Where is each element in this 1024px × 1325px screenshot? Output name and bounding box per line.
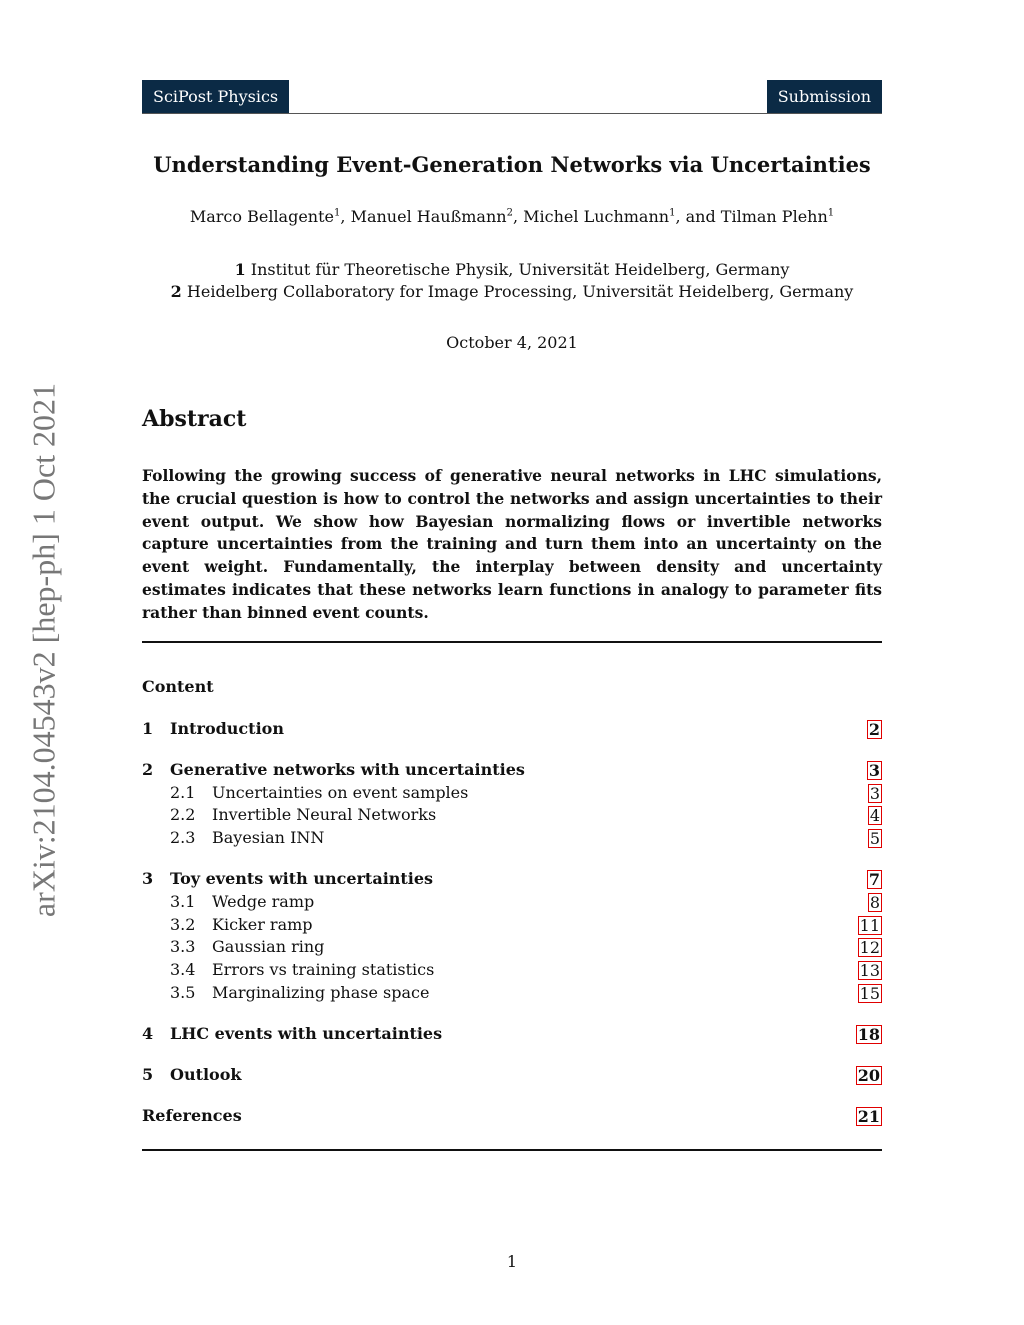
toc-entry[interactable] [142, 1105, 882, 1127]
toc-page-link[interactable]: 12 [859, 938, 880, 958]
toc-entry-number: 3.5 [170, 982, 196, 1002]
toc-page-link[interactable]: 13 [859, 960, 880, 980]
toc-entry[interactable] [142, 718, 882, 740]
toc-entry-title[interactable]: Invertible Neural Networks [212, 805, 437, 825]
toc-page-link[interactable]: 3 [869, 783, 880, 803]
author [721, 207, 834, 226]
toc-entry-title[interactable]: Introduction [170, 719, 284, 738]
toc-entry-title[interactable]: Toy events with uncertainties [170, 869, 434, 889]
toc-entry[interactable] [142, 936, 882, 958]
author-affiliation-mark: 2 [506, 207, 513, 219]
author-separator: , [340, 207, 351, 226]
author [351, 207, 513, 226]
toc-entry[interactable] [142, 891, 882, 913]
section-rule-top [142, 641, 882, 643]
toc-entry-title[interactable]: Wedge ramp [212, 891, 315, 911]
toc-entry-number: 2.2 [170, 805, 196, 825]
author-name: Marco Bellagente [189, 207, 335, 226]
author [190, 207, 341, 226]
toc-entry-title[interactable]: References [142, 1105, 242, 1125]
toc-entry-number: 2.3 [170, 828, 196, 848]
toc-entry-number: 1 [142, 719, 154, 738]
toc-page-link[interactable]: 18 [857, 1024, 880, 1044]
author-name: Tilman Plehn [720, 207, 828, 226]
affiliation-list [142, 259, 882, 303]
toc-entry-number: 2.1 [170, 782, 196, 802]
toc-entry[interactable] [142, 804, 882, 826]
author-separator: , and [675, 207, 721, 226]
toc-entry[interactable] [142, 759, 882, 781]
toc-page-link[interactable]: 21 [857, 1106, 880, 1126]
affiliation [142, 259, 882, 281]
toc-entry[interactable] [142, 959, 882, 981]
toc-entry-title[interactable]: Outlook [170, 1064, 242, 1084]
author-separator: , [512, 207, 524, 226]
toc-entry-number: 3.4 [170, 959, 196, 979]
journal-tag: SciPost Physics [142, 80, 289, 113]
toc-page-link[interactable]: 2 [868, 720, 880, 739]
journal-header [142, 80, 882, 114]
author-name: Manuel Haußmann [350, 207, 507, 226]
toc-entry[interactable] [142, 782, 882, 804]
toc-page-link[interactable]: 3 [868, 761, 880, 780]
affiliation [142, 281, 882, 303]
header-divider [142, 113, 882, 114]
toc-entry-title[interactable]: LHC events with uncertainties [170, 1023, 443, 1043]
affiliation-number: 2 [170, 282, 182, 301]
toc-entry-title[interactable]: Errors vs training statistics [212, 959, 435, 979]
toc-entry-title[interactable]: Gaussian ring [212, 937, 325, 957]
affiliation-number: 1 [234, 260, 246, 279]
toc-entry-title[interactable]: Marginalizing phase space [212, 982, 430, 1002]
toc-entry[interactable] [142, 868, 882, 890]
toc-entry[interactable] [142, 1064, 882, 1086]
toc-page-link[interactable]: 7 [868, 870, 880, 890]
author-list [142, 207, 882, 226]
toc-entry[interactable] [142, 1023, 882, 1045]
author-name: Michel Luchmann [523, 207, 670, 226]
toc-entry-number: 3.1 [170, 891, 196, 911]
toc-entry-title[interactable]: Generative networks with uncertainties [170, 760, 525, 779]
author [523, 207, 675, 226]
toc-page-link[interactable]: 4 [869, 806, 880, 826]
toc-entry[interactable] [142, 982, 882, 1004]
submission-tag: Submission [767, 80, 882, 113]
toc-entry-number: 5 [142, 1064, 154, 1084]
abstract-heading: Abstract [142, 406, 247, 432]
page-number: 1 [506, 1252, 518, 1271]
toc-page-link[interactable]: 11 [859, 915, 880, 935]
toc-entry-title[interactable]: Uncertainties on event samples [212, 782, 469, 802]
toc-entry-number: 3 [142, 869, 154, 889]
toc-heading: Content [142, 677, 214, 696]
author-affiliation-mark: 1 [334, 207, 341, 219]
toc-page-link[interactable]: 5 [869, 829, 880, 849]
toc-page-link[interactable]: 20 [857, 1065, 880, 1085]
toc-page-link[interactable]: 8 [869, 892, 880, 912]
section-rule-bottom [142, 1149, 882, 1151]
toc-entry-title[interactable]: Kicker ramp [212, 914, 313, 934]
arxiv-stamp: arXiv:2104.04543v2 [hep-ph] 1 Oct 2021 [25, 382, 62, 918]
author-affiliation-mark: 1 [827, 207, 835, 219]
toc-entry[interactable] [142, 827, 882, 849]
toc-entry-number: 3.3 [170, 937, 196, 957]
affiliation-text: Institut für Theoretische Physik, Universität Heidelberg, Germany [250, 260, 790, 279]
toc-entry-number: 3.2 [170, 914, 196, 934]
paper-title: Understanding Event-Generation Networks via Uncertainties [153, 152, 871, 177]
paper-date: October 4, 2021 [446, 333, 578, 352]
toc-entry-number: 2 [142, 760, 154, 779]
author-affiliation-mark: 1 [669, 207, 676, 219]
affiliation-text: Heidelberg Collaboratory for Image Processing, Universität Heidelberg, Germany [186, 282, 854, 301]
abstract-text: Following the growing success of generative neural networks in LHC simulations, the crucial question is how to control the networks and assign uncertainties to their event output. We show how Bayesian normalizing flows or invertible networks capture uncertainties from the training and turn them into an uncertainty on the event weight. Fundamentally, the interplay between density and uncertainty estimates indicates that these networks learn functions in analogy to parameter fits rather than binned event counts. [142, 466, 882, 622]
toc-entry[interactable] [142, 914, 882, 936]
toc-entry-title[interactable]: Bayesian INN [212, 828, 325, 848]
toc-page-link[interactable]: 15 [859, 983, 880, 1003]
toc-entry-number: 4 [142, 1023, 154, 1043]
